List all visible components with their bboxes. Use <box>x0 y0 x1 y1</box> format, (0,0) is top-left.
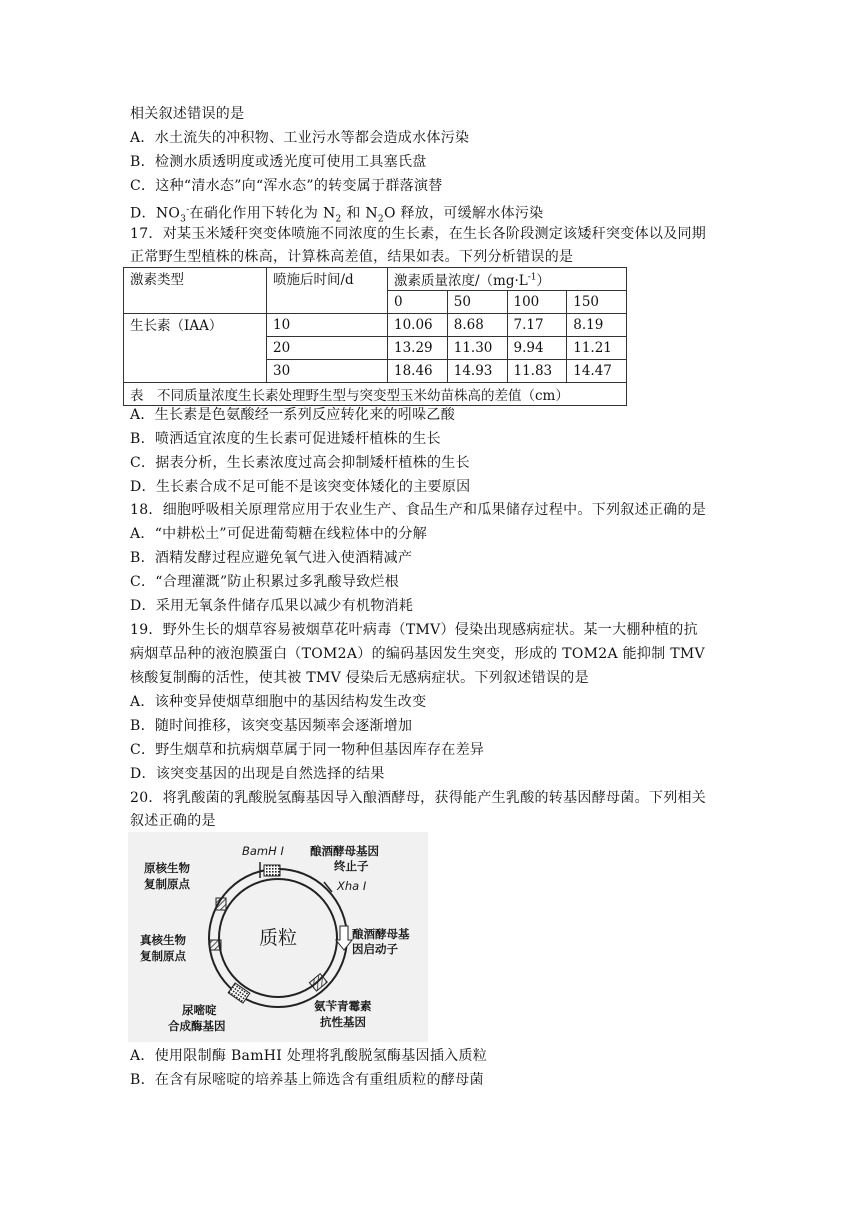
promoter-label-1: 酿酒酵母基 <box>352 927 410 941</box>
q17-stem-line1: 17．对某玉米矮秆突变体喷施不同浓度的生长素，在生长各阶段测定该矮秆突变体以及同期 <box>130 226 707 242</box>
conc-cell: 0 <box>388 291 448 314</box>
eukaryotic-label-1: 真核生物 <box>140 933 186 947</box>
q18-option-d: D．采用无氧条件储存瓜果以减少有机物消耗 <box>130 598 414 614</box>
xbai-label: Xha I <box>337 879 367 893</box>
q16-stem-continuation: 相关叙述错误的是 <box>130 106 245 122</box>
terminator-label-1: 酿酒酵母基因 <box>310 844 379 858</box>
q19-stem-line1: 19．野外生长的烟草容易被烟草花叶病毒（TMV）侵染出现感病症状。某一大棚种植的抗 <box>130 622 698 638</box>
hormone-table <box>123 267 627 406</box>
value-cell: 11.30 <box>447 337 507 360</box>
q16-d-part1: D．NO <box>130 205 181 222</box>
q16-d-sub3: 2 <box>377 214 384 225</box>
header-hormone-type: 激素类型 <box>124 268 267 314</box>
q19-option-c: C．野生烟草和抗病烟草属于同一物种但基因库存在差异 <box>130 742 485 758</box>
conc-cell: 100 <box>507 291 567 314</box>
value-cell: 11.21 <box>567 337 627 360</box>
value-cell: 14.47 <box>567 360 627 383</box>
value-cell: 18.46 <box>388 360 448 383</box>
uracil-label-1: 尿嘧啶 <box>182 1003 217 1017</box>
conc-cell: 150 <box>567 291 627 314</box>
prokaryotic-label-2: 复制原点 <box>144 877 190 891</box>
q18-option-c: C．“合理灌溉”防止积累过多乳酸导致烂根 <box>130 574 400 590</box>
value-cell: 9.94 <box>507 337 567 360</box>
table-caption: 表 不同质量浓度生长素处理野生型与突变型玉米幼苗株高的差值（cm） <box>124 383 627 406</box>
q20-stem-line1: 20．将乳酸菌的乳酸脱氢酶基因导入酿酒酵母，获得能产生乳酸的转基因酵母菌。下列相关 <box>130 790 707 806</box>
promoter-arrow <box>336 926 352 950</box>
value-cell: 8.19 <box>567 314 627 337</box>
value-cell: 14.93 <box>447 360 507 383</box>
q19-stem-line3: 核酸复制酶的活性，使其被 TMV 侵染后无感病症状。下列叙述错误的是 <box>130 670 589 686</box>
table-row <box>124 314 627 337</box>
q16-d-sub2: 2 <box>335 214 342 225</box>
q18-option-a: A．“中耕松土”可促进葡萄糖在线粒体中的分解 <box>130 526 428 542</box>
q16-d-sup1: - <box>186 205 190 215</box>
q20-stem-line2: 叙述正确的是 <box>130 813 216 829</box>
q17-stem-line2: 正常野生型植株的株高，计算株高差值，结果如表。下列分析错误的是 <box>130 249 574 265</box>
q16-d-part4: O 释放，可缓解水体污染 <box>383 205 544 222</box>
promoter-label-2: 因启动子 <box>352 942 398 956</box>
q16-d-part3: 和 N <box>341 205 378 222</box>
value-cell: 13.29 <box>388 337 448 360</box>
value-cell: 10.06 <box>388 314 448 337</box>
ampicillin-label-1: 氨苄青霉素 <box>314 999 372 1013</box>
bamhi-label: BamH I <box>242 844 284 858</box>
q18-option-b: B．酒精发酵过程应避免氧气进入使酒精减产 <box>130 550 413 566</box>
q17-option-b: B．喷洒适宜浓度的生长素可促进矮杆植株的生长 <box>130 431 441 447</box>
q19-option-a: A．该种变异使烟草细胞中的基因结构发生改变 <box>130 694 427 710</box>
q19-stem-line2: 病烟草品种的液泡膜蛋白（TOM2A）的编码基因发生突变，形成的 TOM2A 能抑制 TMV <box>130 646 705 662</box>
header-conc-end: ） <box>536 273 551 289</box>
terminator-block <box>264 865 280 876</box>
value-cell: 7.17 <box>507 314 567 337</box>
q17-option-a: A．生长素是色氨酸经一系列反应转化来的吲哚乙酸 <box>130 407 456 423</box>
header-time: 喷施后时间/d <box>267 268 388 314</box>
conc-cell: 50 <box>447 291 507 314</box>
time-cell: 20 <box>267 337 388 360</box>
q17-option-c: C．据表分析，生长素浓度过高会抑制矮杆植株的生长 <box>130 455 470 471</box>
q17-option-d: D．生长素合成不足可能不是该突变体矮化的主要原因 <box>130 479 471 495</box>
header-concentration <box>388 268 627 291</box>
q16-option-a: A．水土流失的冲积物、工业污水等都会造成水体污染 <box>130 130 470 146</box>
q20-option-b: B．在含有尿嘧啶的培养基上筛选含有重组质粒的酵母菌 <box>130 1072 484 1088</box>
time-cell: 10 <box>267 314 388 337</box>
q16-option-b: B．检测水质透明度或透光度可使用工具塞氏盘 <box>130 154 427 170</box>
plasmid-center-label: 质粒 <box>258 927 298 949</box>
time-cell: 30 <box>267 360 388 383</box>
plasmid-svg <box>128 832 428 1042</box>
terminator-label-2: 终止子 <box>334 859 369 873</box>
prokaryotic-origin-block <box>216 898 226 910</box>
q19-option-d: D．该突变基因的出现是自然选择的结果 <box>130 766 385 782</box>
q16-option-c: C．这种“清水态”向“浑水态”的转变属于群落演替 <box>130 178 443 194</box>
q16-d-sub1: 3 <box>180 214 187 225</box>
eukaryotic-label-2: 复制原点 <box>140 949 186 963</box>
q16-d-part2: 在硝化作用下转化为 N <box>189 205 336 222</box>
table-caption-row <box>124 383 627 406</box>
header-conc-sup: -1 <box>527 272 537 283</box>
q20-option-a: A．使用限制酶 BamHI 处理将乳酸脱氢酶基因插入质粒 <box>130 1048 488 1064</box>
ampicillin-label-2: 抗性基因 <box>320 1015 366 1029</box>
table-header-row <box>124 268 627 291</box>
value-cell: 11.83 <box>507 360 567 383</box>
header-conc-text: 激素质量浓度/（mg·L <box>394 273 528 289</box>
prokaryotic-label-1: 原核生物 <box>144 861 190 875</box>
value-cell: 8.68 <box>447 314 507 337</box>
hormone-name-cell: 生长素（IAA） <box>124 314 267 383</box>
uracil-label-2: 合成酶基因 <box>168 1019 226 1033</box>
eukaryotic-origin-block <box>210 940 221 950</box>
q19-option-b: B．随时间推移，该突变基因频率会逐渐增加 <box>130 718 413 734</box>
q18-stem: 18．细胞呼吸相关原理常应用于农业生产、食品生产和瓜果储存过程中。下列叙述正确的是 <box>130 502 707 518</box>
plasmid-diagram <box>128 832 428 1042</box>
